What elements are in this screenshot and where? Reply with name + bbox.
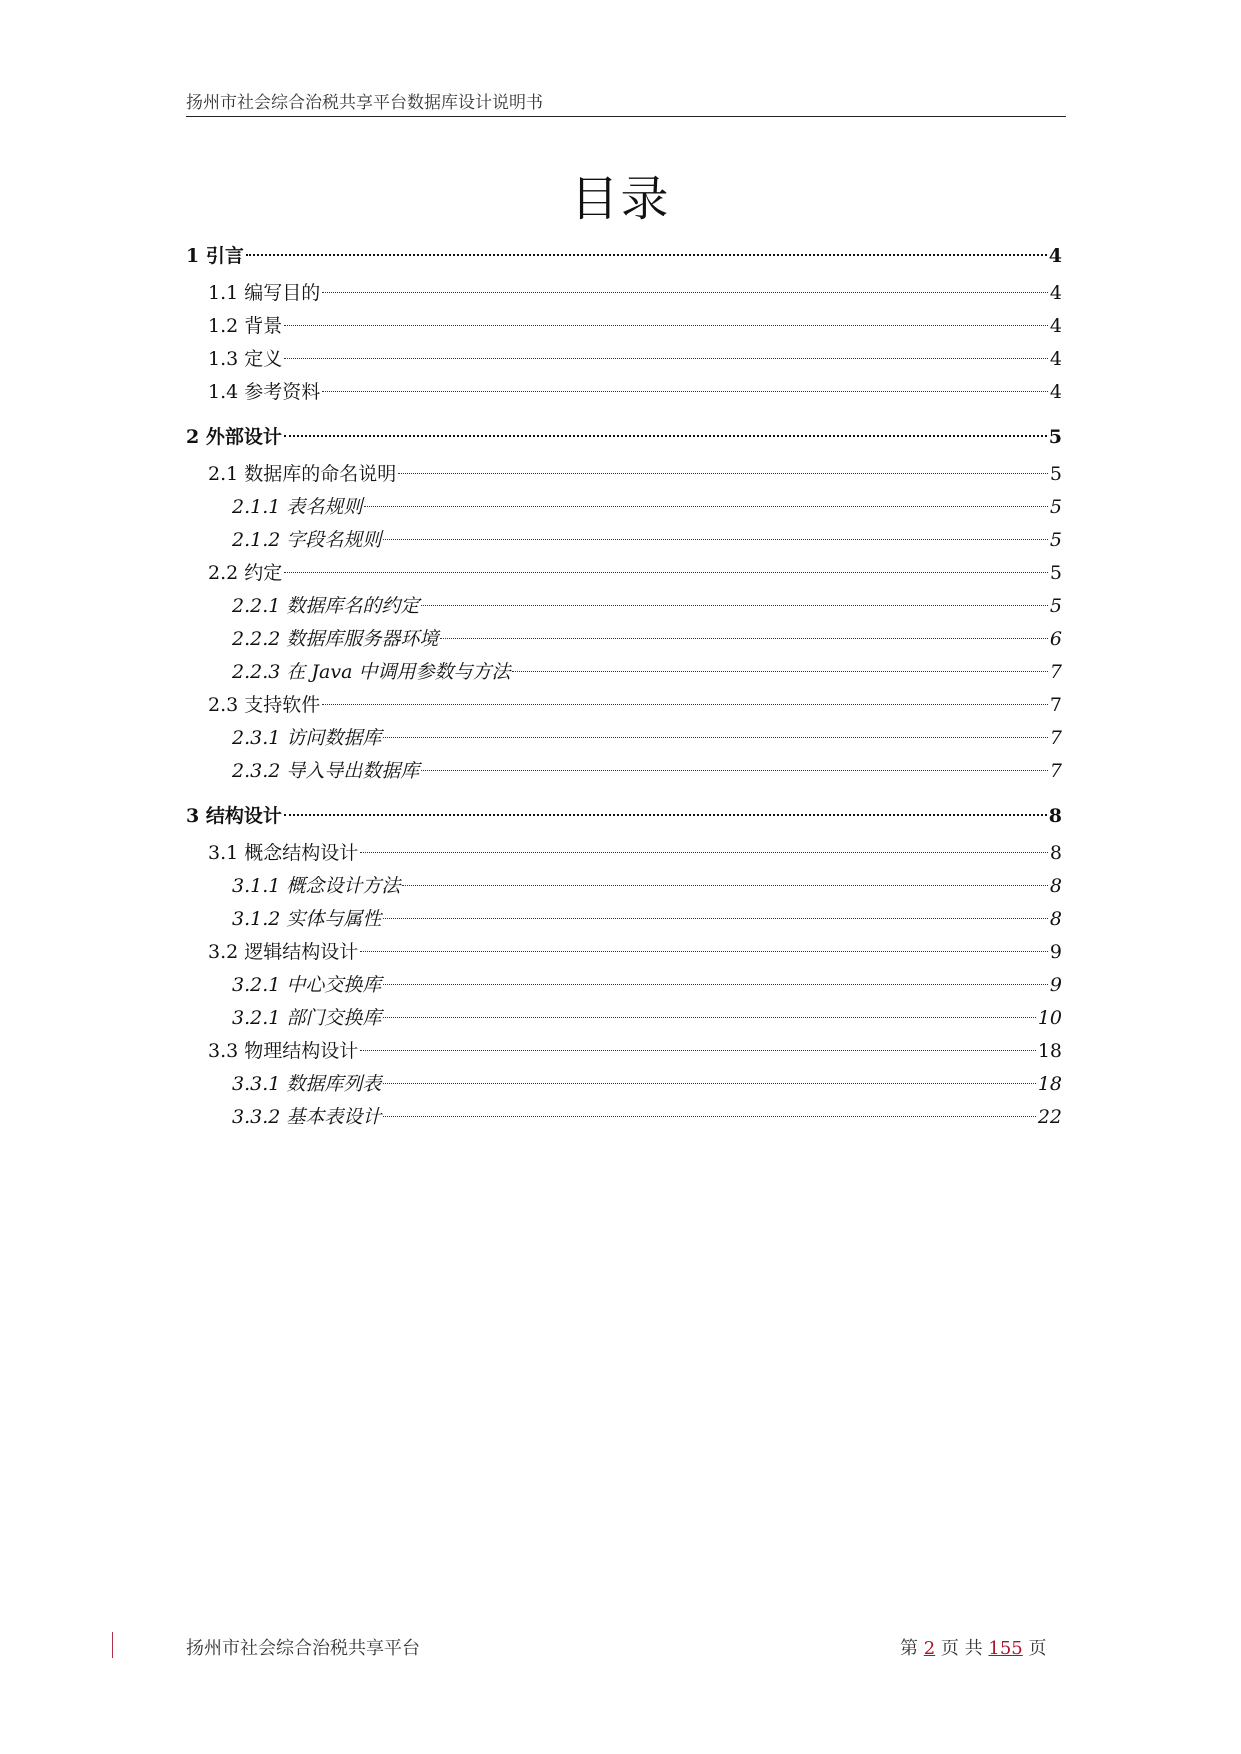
page-title: 目录 xyxy=(570,171,671,227)
toc-dot-leader xyxy=(284,358,1048,359)
toc-entry-page: 5 xyxy=(1049,595,1062,617)
footer-page-mid: 页 共 xyxy=(940,1638,983,1659)
toc-entry-page: 4 xyxy=(1048,245,1062,267)
toc-dot-leader xyxy=(440,638,1048,639)
toc-entry[interactable] xyxy=(186,277,1062,310)
toc-entry-label: 2.2.2 数据库服务器环境 xyxy=(232,628,439,650)
toc-dot-leader xyxy=(322,292,1048,293)
toc-entry-page: 7 xyxy=(1049,760,1062,782)
toc-entry-label: 3.1.1 概念设计方法 xyxy=(232,875,401,897)
toc-entry-label: 3.1.2 实体与属性 xyxy=(232,908,382,930)
toc-entry-page: 8 xyxy=(1049,842,1062,864)
toc-entry-page: 18 xyxy=(1037,1073,1062,1095)
toc-entry[interactable] xyxy=(186,623,1062,656)
toc-entry[interactable] xyxy=(186,936,1062,969)
toc-entry-label: 2.1.2 字段名规则 xyxy=(232,529,382,551)
toc-entry-page: 22 xyxy=(1037,1106,1062,1128)
toc-entry-label: 3.3.2 基本表设计 xyxy=(232,1106,382,1128)
page-header: 扬州市社会综合治税共享平台数据库设计说明书 xyxy=(186,93,543,113)
toc-entry[interactable] xyxy=(186,800,1062,833)
toc-dot-leader xyxy=(284,325,1048,326)
toc-entry[interactable] xyxy=(186,491,1062,524)
toc-entry-label: 1 引言 xyxy=(186,245,244,267)
toc-dot-leader xyxy=(284,814,1047,816)
toc-entry[interactable] xyxy=(186,421,1062,454)
toc-entry-page: 5 xyxy=(1048,426,1062,448)
footer-page-counter xyxy=(900,1634,1046,1660)
header-divider xyxy=(186,116,1066,117)
toc-dot-leader xyxy=(246,254,1047,256)
toc-dot-leader xyxy=(360,951,1048,952)
toc-entry-label: 2.2.3 在 Java 中调用参数与方法 xyxy=(232,661,511,683)
toc-entry-label: 3.3.1 数据库列表 xyxy=(232,1073,382,1095)
toc-entry-page: 5 xyxy=(1049,529,1062,551)
toc-entry[interactable] xyxy=(186,837,1062,870)
toc-entry[interactable] xyxy=(186,722,1062,755)
toc-entry-label: 1.4 参考资料 xyxy=(208,381,321,403)
toc-entry[interactable] xyxy=(186,240,1062,273)
footer-current-page: 2 xyxy=(923,1638,936,1659)
toc-entry[interactable] xyxy=(186,689,1062,722)
toc-entry-label: 3 结构设计 xyxy=(186,805,282,827)
toc-entry-page: 9 xyxy=(1049,974,1062,996)
toc-entry-label: 3.2.1 中心交换库 xyxy=(232,974,382,996)
toc-entry-page: 5 xyxy=(1049,496,1062,518)
toc-entry-label: 2.3.2 导入导出数据库 xyxy=(232,760,420,782)
toc-dot-leader xyxy=(383,1083,1035,1084)
toc-entry-label: 3.1 概念结构设计 xyxy=(208,842,359,864)
toc-entry-page: 5 xyxy=(1049,562,1062,584)
toc-dot-leader xyxy=(383,984,1048,985)
toc-entry-page: 5 xyxy=(1049,463,1062,485)
toc-entry[interactable] xyxy=(186,1002,1062,1035)
toc-entry-label: 2 外部设计 xyxy=(186,426,282,448)
toc-entry-label: 2.2.1 数据库名的约定 xyxy=(232,595,420,617)
toc-entry-label: 2.2 约定 xyxy=(208,562,283,584)
toc-entry-label: 2.3.1 访问数据库 xyxy=(232,727,382,749)
toc-entry-page: 6 xyxy=(1049,628,1062,650)
toc-dot-leader xyxy=(383,1017,1035,1018)
toc-entry[interactable] xyxy=(186,1035,1062,1068)
toc-entry[interactable] xyxy=(186,969,1062,1002)
toc-entry[interactable] xyxy=(186,524,1062,557)
toc-entry-page: 8 xyxy=(1049,908,1062,930)
toc-dot-leader xyxy=(322,704,1048,705)
toc-dot-leader xyxy=(421,770,1048,771)
toc-entry-label: 1.1 编写目的 xyxy=(208,282,321,304)
toc-entry[interactable] xyxy=(186,376,1062,409)
toc-entry[interactable] xyxy=(186,590,1062,623)
toc-entry-page: 9 xyxy=(1049,941,1062,963)
toc-entry[interactable] xyxy=(186,458,1062,491)
toc-entry[interactable] xyxy=(186,343,1062,376)
footer-margin-mark xyxy=(112,1632,113,1658)
toc-entry[interactable] xyxy=(186,310,1062,343)
toc-entry-page: 10 xyxy=(1037,1007,1062,1029)
toc-entry-page: 8 xyxy=(1049,875,1062,897)
toc-entry[interactable] xyxy=(186,557,1062,590)
toc-entry-label: 3.2.1 部门交换库 xyxy=(232,1007,382,1029)
toc-dot-leader xyxy=(383,737,1048,738)
toc-dot-leader xyxy=(322,391,1048,392)
toc-dot-leader xyxy=(383,918,1048,919)
toc-dot-leader xyxy=(360,1050,1036,1051)
toc-entry-page: 4 xyxy=(1049,381,1062,403)
toc-entry[interactable] xyxy=(186,656,1062,689)
toc-entry[interactable] xyxy=(186,1101,1062,1134)
toc-entry[interactable] xyxy=(186,755,1062,788)
toc-entry-page: 18 xyxy=(1037,1040,1062,1062)
toc-entry-label: 2.3 支持软件 xyxy=(208,694,321,716)
toc-dot-leader xyxy=(398,473,1048,474)
toc-entry-label: 1.3 定义 xyxy=(208,348,283,370)
toc-dot-leader xyxy=(364,506,1048,507)
toc-dot-leader xyxy=(284,572,1048,573)
table-of-contents xyxy=(186,240,1062,1134)
toc-entry-label: 2.1.1 表名规则 xyxy=(232,496,363,518)
toc-entry-page: 8 xyxy=(1048,805,1062,827)
toc-entry-label: 3.3 物理结构设计 xyxy=(208,1040,359,1062)
footer-org-name: 扬州市社会综合治税共享平台 xyxy=(186,1638,420,1659)
toc-entry-label: 1.2 背景 xyxy=(208,315,283,337)
toc-entry-page: 4 xyxy=(1049,315,1062,337)
toc-entry[interactable] xyxy=(186,1068,1062,1101)
toc-entry-page: 7 xyxy=(1049,727,1062,749)
toc-entry-label: 3.2 逻辑结构设计 xyxy=(208,941,359,963)
toc-entry-page: 7 xyxy=(1049,694,1062,716)
toc-dot-leader xyxy=(421,605,1048,606)
toc-entry[interactable] xyxy=(186,903,1062,936)
toc-dot-leader xyxy=(284,435,1047,437)
toc-dot-leader xyxy=(402,885,1048,886)
toc-entry[interactable] xyxy=(186,870,1062,903)
toc-entry-page: 4 xyxy=(1049,348,1062,370)
footer-page-prefix: 第 xyxy=(900,1638,918,1659)
toc-entry-page: 4 xyxy=(1049,282,1062,304)
toc-dot-leader xyxy=(360,852,1048,853)
toc-dot-leader xyxy=(383,1116,1035,1117)
toc-entry-label: 2.1 数据库的命名说明 xyxy=(208,463,397,485)
toc-entry-page: 7 xyxy=(1049,661,1062,683)
footer-page-suffix: 页 xyxy=(1028,1638,1047,1659)
toc-dot-leader xyxy=(383,539,1048,540)
toc-dot-leader xyxy=(512,671,1047,672)
footer-total-pages: 155 xyxy=(988,1638,1023,1659)
